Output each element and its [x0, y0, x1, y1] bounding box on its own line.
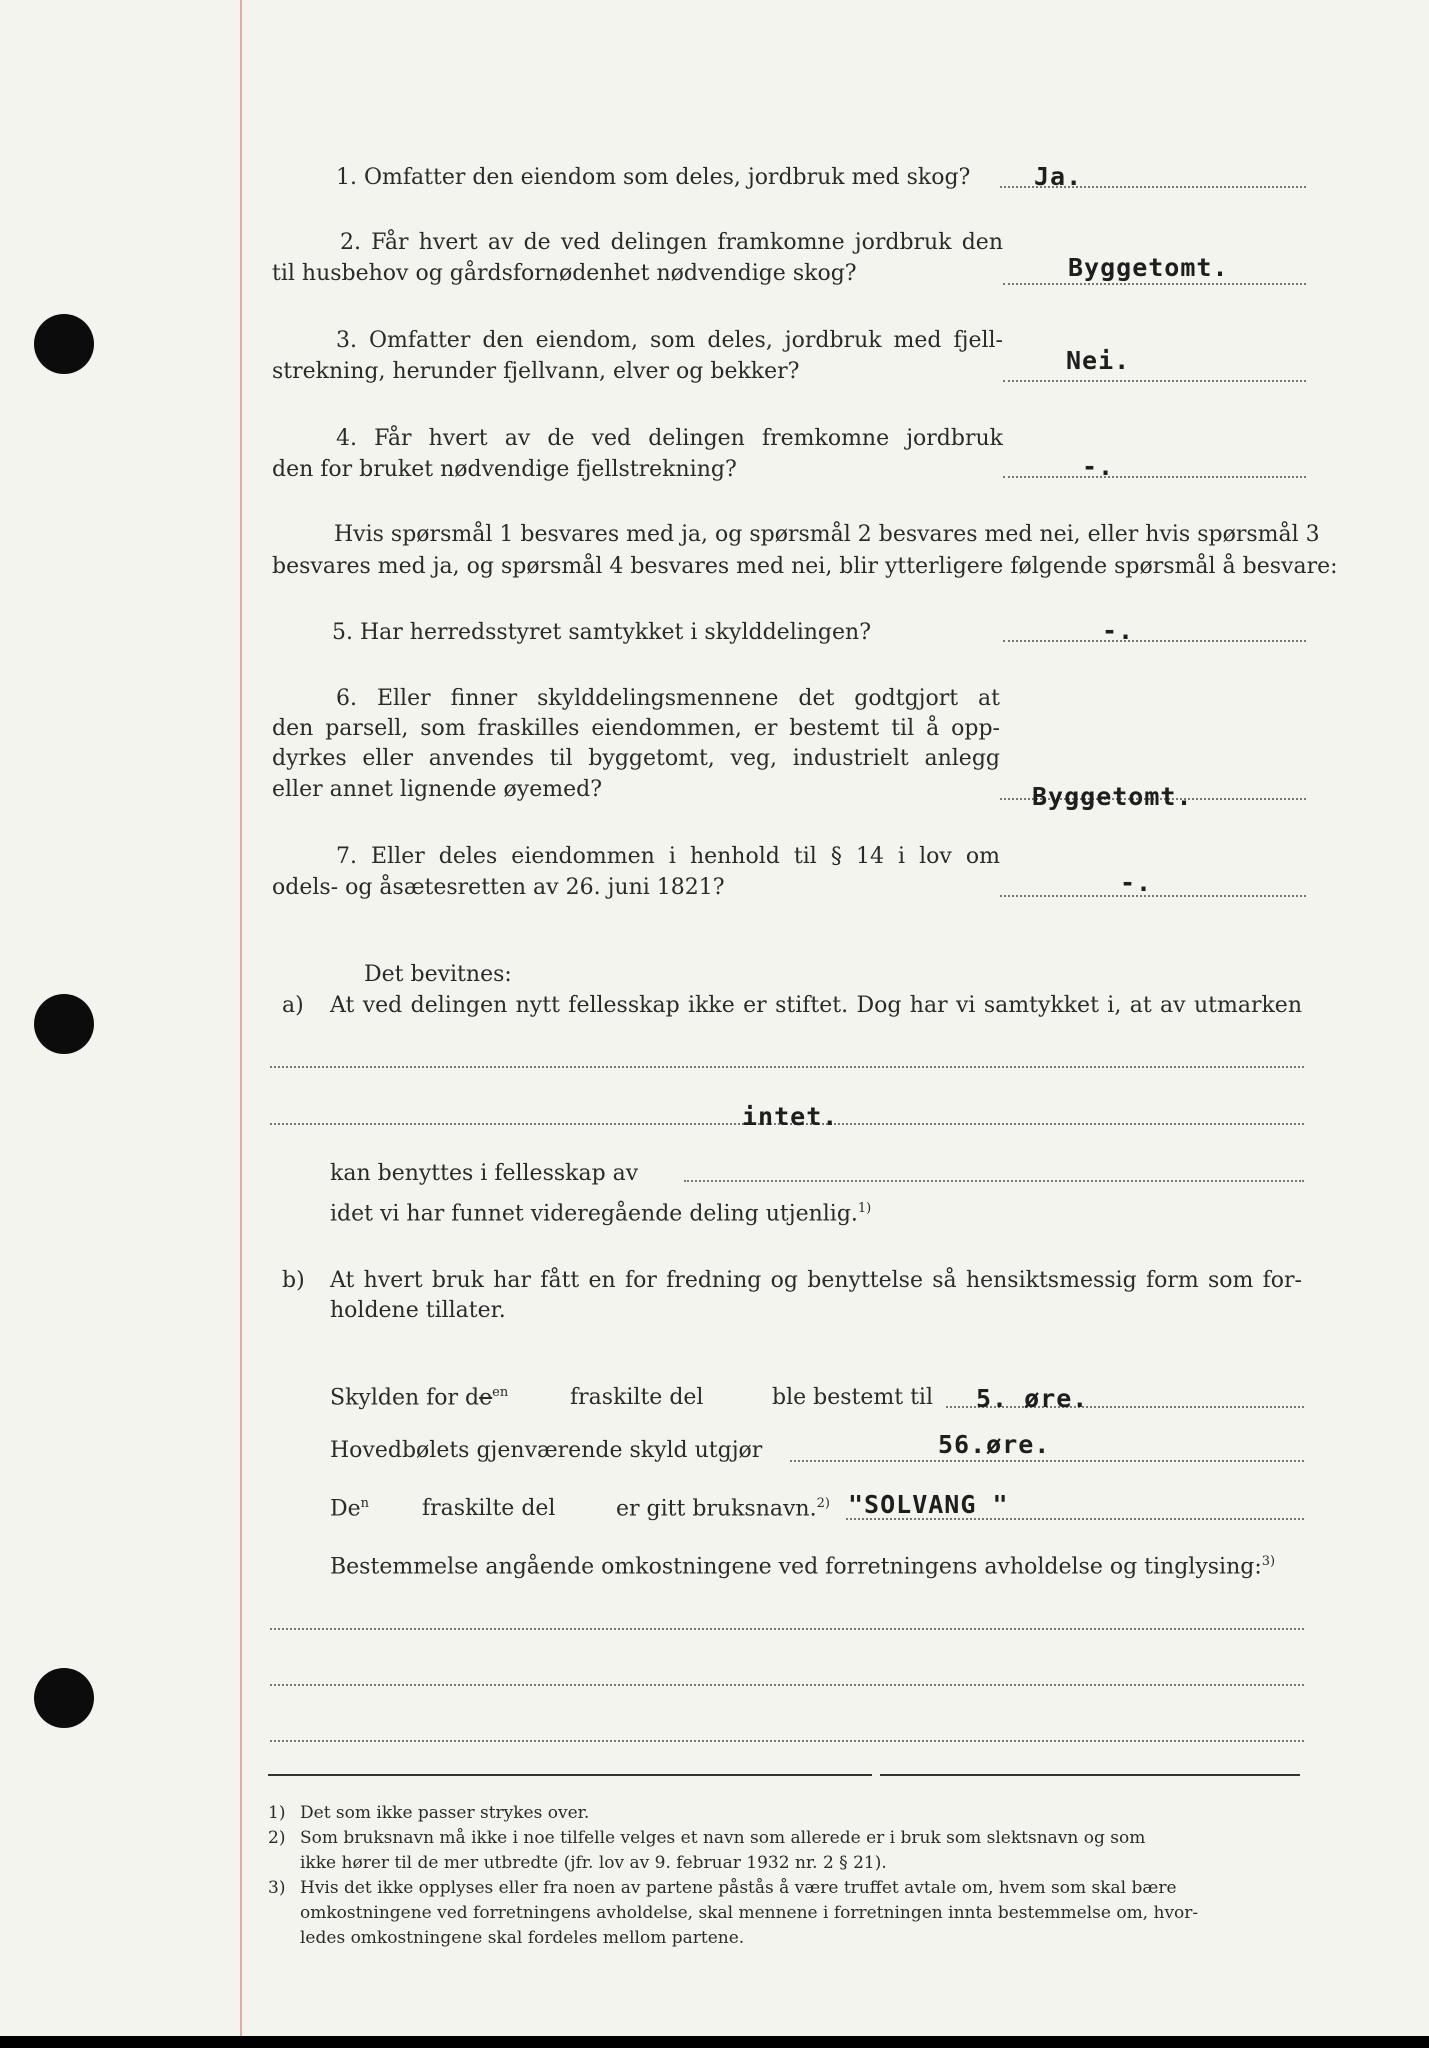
- question-3-line-2: strekning, herunder fjellvann, elver og bekker?: [272, 359, 800, 384]
- answer-line: [1003, 380, 1306, 382]
- question-4-answer: -.: [1082, 452, 1115, 481]
- question-7-answer: -.: [1120, 868, 1153, 897]
- attestation-b-line-2: holdene tillater.: [330, 1298, 506, 1323]
- question-1-answer: Ja.: [1034, 162, 1083, 191]
- bruksnavn-value: "SOLVANG ": [848, 1490, 1009, 1519]
- footnote-separator: [268, 1774, 872, 1776]
- skyld-line-3-part: fraskilte del: [422, 1496, 556, 1521]
- punch-hole: [34, 1668, 94, 1728]
- skyld-line-1-label: Skylden for $de^{en}$: [330, 1385, 509, 1411]
- question-5-answer: -.: [1102, 616, 1135, 645]
- red-margin-line: [240, 0, 242, 2036]
- question-2-answer: Byggetomt.: [1068, 253, 1229, 282]
- skyld-line-2-label: Hovedbølets gjenværende skyld utgjør: [330, 1438, 763, 1463]
- question-6-line-2: den parsell, som fraskilles eiendommen, er bestemt til å opp-: [272, 716, 1000, 741]
- scan-border: [0, 2036, 1429, 2048]
- footnote-2-line-1: Som bruksnavn må ikke i noe tilfelle velges et navn som allerede er i bruk som slektsnavn og som: [300, 1828, 1146, 1848]
- conditional-line-2: besvares med ja, og spørsmål 4 besvares med nei, blir ytterligere følgende spørsmål å besvare:: [272, 554, 1338, 579]
- attestation-a-fill: intet.: [742, 1102, 839, 1131]
- question-7-line-2: odels- og åsætesretten av 26. juni 1821?: [272, 875, 725, 900]
- conditional-line-1: Hvis spørsmål 1 besvares med ja, og spørsmål 2 besvares med nei, eller hvis spørsmål 3: [334, 522, 1320, 547]
- hovedbol-skyld-value: 56.øre.: [938, 1430, 1051, 1459]
- question-2-line-1: 2. Får hvert av de ved delingen framkomne jordbruk den: [340, 230, 1003, 255]
- attestation-a-line-2: kan benyttes i fellesskap av: [330, 1161, 639, 1186]
- footnote-3-line-1: Hvis det ikke opplyses eller fra noen av partene påstås å være truffet avtale om, hvem som skal bære: [300, 1878, 1177, 1898]
- blank-line: [270, 1628, 1304, 1630]
- footnote-1-mark: 1): [268, 1803, 286, 1823]
- question-6-line-1: 6. Eller finner skylddelingsmennene det godtgjort at: [336, 686, 1000, 711]
- footnote-3-line-2: omkostningene ved forretningens avholdelse, skal mennene i forretningen innta bestemmelse om, hvor-: [300, 1903, 1199, 1923]
- attestation-a-text: At ved delingen nytt fellesskap ikke er stiftet. Dog har vi samtykket i, at av utmarken: [330, 993, 1302, 1018]
- footnote-separator: [880, 1774, 1300, 1776]
- question-1-text: 1. Omfatter den eiendom som deles, jordbruk med skog?: [336, 165, 971, 190]
- question-4-line-1: 4. Får hvert av de ved delingen fremkomne jordbruk: [336, 426, 1003, 451]
- attestation-a-line-3: idet vi har funnet videregående deling utjenlig.$^{1)}$: [330, 1201, 872, 1227]
- answer-line: [1003, 640, 1306, 642]
- answer-line: [790, 1460, 1304, 1462]
- footnote-3-mark: 3): [268, 1878, 286, 1898]
- punch-hole: [34, 994, 94, 1054]
- blank-line: [684, 1180, 1304, 1182]
- skyld-line-3-label: De$^n$: [330, 1496, 370, 1522]
- skyld-line-4: Bestemmelse angående omkostningene ved forretningens avholdelse og tinglysing:$^{3)}$: [330, 1554, 1276, 1580]
- footnote-1: Det som ikke passer strykes over.: [300, 1803, 590, 1823]
- footnote-2-line-2: ikke hører til de mer utbredte (jfr. lov av 9. februar 1932 nr. 2 § 21).: [300, 1853, 887, 1873]
- blank-line: [270, 1684, 1304, 1686]
- skyld-line-1-bestemt: ble bestemt til: [772, 1385, 933, 1410]
- attestation-heading: Det bevitnes:: [364, 962, 512, 987]
- blank-line: [270, 1740, 1304, 1742]
- attestation-b-line-1: At hvert bruk har fått en for fredning og benyttelse så hensiktsmessig form som for-: [330, 1268, 1302, 1293]
- question-4-line-2: den for bruket nødvendige fjellstrekning?: [272, 457, 737, 482]
- attestation-a-label: a): [282, 993, 304, 1018]
- skyld-line-1-part: fraskilte del: [570, 1385, 704, 1410]
- question-3-line-1: 3. Omfatter den eiendom, som deles, jordbruk med fjell-: [336, 328, 1003, 353]
- answer-line: [1003, 283, 1306, 285]
- question-6-answer: Byggetomt.: [1032, 782, 1193, 811]
- question-6-line-4: eller annet lignende øyemed?: [272, 777, 602, 802]
- punch-hole: [34, 314, 94, 374]
- footnote-2-mark: 2): [268, 1828, 286, 1848]
- question-2-line-2: til husbehov og gårdsfornødenhet nødvendige skog?: [272, 261, 857, 286]
- question-3-answer: Nei.: [1066, 346, 1131, 375]
- skyld-line-3-bruksnavn: er gitt bruksnavn.$^{2)}$: [616, 1496, 830, 1522]
- skyld-value: 5. øre.: [976, 1384, 1089, 1413]
- question-7-line-1: 7. Eller deles eiendommen i henhold til § 14 i lov om: [336, 844, 1000, 869]
- footnote-3-line-3: ledes omkostningene skal fordeles mellom partene.: [300, 1928, 745, 1948]
- answer-line: [1003, 476, 1306, 478]
- answer-line: [1000, 895, 1306, 897]
- question-5-text: 5. Har herredsstyret samtykket i skylddelingen?: [332, 620, 871, 645]
- attestation-b-label: b): [282, 1268, 305, 1293]
- blank-line: [270, 1066, 1304, 1068]
- question-6-line-3: dyrkes eller anvendes til byggetomt, veg, industrielt anlegg: [272, 746, 1000, 771]
